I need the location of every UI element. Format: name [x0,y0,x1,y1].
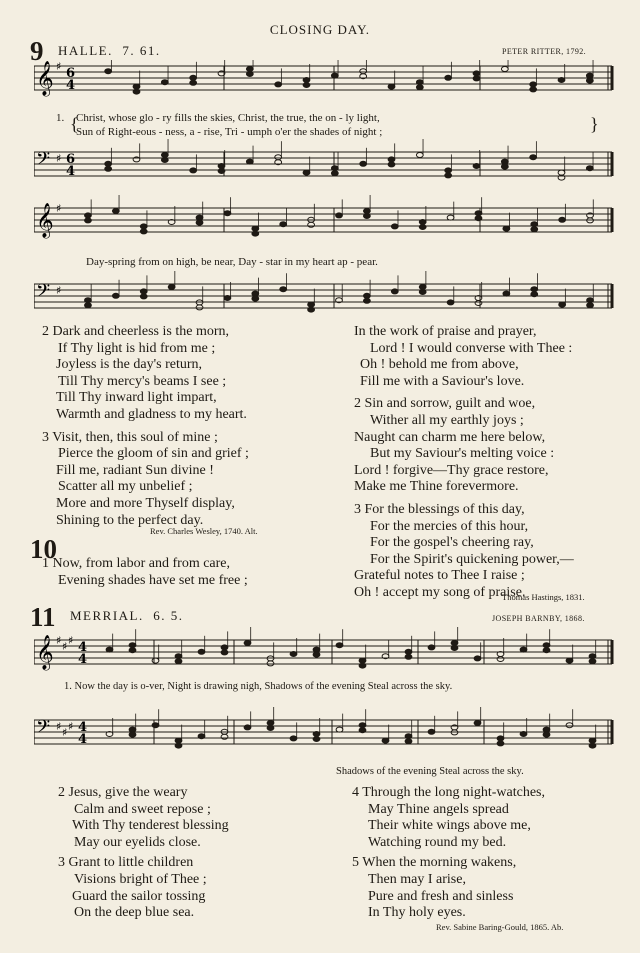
sharp-sign: ♯ [68,634,74,647]
note-head [419,290,426,295]
note-head [275,82,282,87]
note-head [221,650,228,655]
note-head [336,727,343,732]
note-head [267,661,274,666]
note-head [501,67,508,72]
note-head [586,166,593,171]
note-head [531,287,538,292]
note-head [391,224,398,229]
note-head [363,214,370,219]
hymn10-attribution: Thomas Hastings, 1831. [502,592,585,602]
time-signature: 4 [78,720,88,735]
note-head [140,224,147,229]
note-head [280,222,287,227]
note-head [303,83,310,88]
note-head [589,654,596,659]
note-head [112,209,119,214]
note-head [559,217,566,222]
verse-1-line-6: Fill me with a Saviour's love. [360,373,525,389]
verse-3-line-1: 3 Visit, then, this soul of mine ; [42,429,218,445]
note-head [85,303,92,308]
hymn-number-9: 9 [30,36,44,66]
note-head [405,734,412,739]
note-head [497,741,504,746]
hymn11-right-verses [352,785,545,922]
note-head [290,652,297,657]
note-head [221,734,228,739]
note-head [133,89,140,94]
hymn11-attribution: Rev. Sabine Baring-Gould, 1865. Ab. [436,922,564,932]
note-head [336,213,343,218]
verse-3-line-4: Scatter all my unbelief ; [58,479,193,495]
note-head [336,643,343,648]
note-head [473,71,480,76]
note-head [190,80,197,85]
note-head [331,166,338,171]
verse-3-line-6: Shining to the perfect day. [56,512,204,528]
verse-1-line-5: Oh ! behold me from above, [360,357,519,373]
verse-3-line-2: Pierce the gloom of sin and grief ; [58,446,249,462]
note-head [503,226,510,231]
hymn9-left-verses [42,324,249,529]
note-head [359,663,366,668]
verse-4-line-3: Their white wings above me, [368,818,531,834]
verse-2-line-4: May our eyelids close. [74,834,201,850]
note-head [331,171,338,176]
treble-clef: 𝄞 [36,635,54,670]
note-head [405,739,412,744]
note-head [246,67,253,72]
note-head [152,723,159,728]
verse-2-line-4: But my Saviour's melting voice : [370,446,555,462]
tune-name: HALLE. [58,43,113,58]
note-head [419,285,426,290]
note-head [497,657,504,662]
verse-4-line-4: Watching round my bed. [368,834,507,850]
verse-5-line-1: 5 When the morning wakens, [352,855,517,871]
verse-4-line-1: 4 Through the long night-watches, [352,785,545,800]
hymn-number-10: 10 [30,534,57,564]
note-head [175,743,182,748]
sharp-sign: ♯ [56,720,62,733]
note-head [530,87,537,92]
note-head [543,727,550,732]
note-head [388,162,395,167]
sharp-sign: ♯ [56,284,62,297]
verse-3-line-3: For the gospel's cheering ray, [370,535,534,551]
note-head [106,647,113,652]
treble-clef: 𝄞 [36,203,54,238]
note-head [313,737,320,742]
note-head [363,293,370,298]
note-head [252,231,259,236]
verse-2-line-3: Joyless is the day's return, [56,357,203,373]
hymn9-attribution: Rev. Charles Wesley, 1740. Alt. [150,526,258,536]
note-head [105,161,112,166]
verse-2-line-2: Wither all my earthly joys ; [370,412,524,428]
note-head [363,209,370,214]
note-head [129,648,136,653]
hymn11-left-verses [58,785,229,922]
verse-2-line-6: Make me Thine forevermore. [354,479,519,495]
verse-2-line-2: Calm and sweet repose ; [74,801,211,817]
bass-clef: 𝄢 [36,717,51,742]
note-head [558,170,565,175]
note-head [140,289,147,294]
hymn11-music-score [34,626,614,778]
note-head [428,645,435,650]
time-signature: 4 [78,732,88,747]
verse-3-line-3: Fill me, radiant Sun divine ! [56,462,214,478]
tune-meter: 6. 5. [153,608,184,623]
time-signature: 4 [78,640,88,655]
note-head [445,173,452,178]
verse-2-line-1: 2 Sin and sorrow, guilt and woe, [354,396,536,412]
note-head [475,211,482,216]
verse-3-line-6: Oh ! accept my song of praise. [354,584,526,600]
note-head [416,80,423,85]
tune-meter: 7. 61. [122,43,161,58]
verse-3-line-4: For the Spirit's quickening power,— [370,551,574,567]
note-head [566,658,573,663]
note-head [416,153,423,158]
note-head [419,225,426,230]
note-head [133,84,140,89]
brace-left: { [70,114,79,134]
note-head [382,738,389,743]
time-signature: 4 [78,652,88,667]
note-head [530,155,537,160]
note-head [152,658,159,663]
note-head [303,78,310,83]
note-head [218,169,225,174]
note-head [246,159,253,164]
hymn-number-11: 11 [30,602,56,632]
note-head [388,84,395,89]
note-head [475,216,482,221]
note-head [308,222,315,227]
note-head [587,303,594,308]
note-head [196,215,203,220]
lyric-line-3: Day-spring from on high, be near, Day - star in my heart ap - pear. [86,256,378,268]
note-head [244,725,251,730]
note-head [313,732,320,737]
note-head [530,82,537,87]
verse-5-line-3: Pure and fresh and sinless [368,888,514,904]
hymn9-music-score [34,60,614,318]
hymn10-left-verse [42,556,248,589]
note-head [531,227,538,232]
verse-2-line-1: 2 Dark and cheerless is the morn, [42,324,229,339]
time-signature: 4 [66,164,76,179]
note-head [501,159,508,164]
note-head [112,293,119,298]
note-head [168,285,175,290]
note-head [175,654,182,659]
verse-1-line-1: 1 Now, from labor and from care, [42,556,231,571]
note-head [129,732,136,737]
note-head [473,164,480,169]
note-head [224,296,231,301]
note-head [175,659,182,664]
note-head [416,85,423,90]
verse-3-line-5: Grateful notes to Thee I raise ; [354,568,525,584]
verse-3-line-4: On the deep blue sea. [74,905,195,921]
verse-2-line-3: With Thy tenderest blessing [72,818,229,834]
note-head [85,298,92,303]
bass-clef: 𝄢 [36,149,51,174]
note-head [391,289,398,294]
note-head [360,161,367,166]
note-head [218,164,225,169]
note-head [428,729,435,734]
verse-3-line-5: More and more Thyself display, [56,495,235,511]
note-head [129,727,136,732]
note-head [161,80,168,85]
sharp-sign: ♯ [68,720,74,733]
note-head [275,155,282,160]
verse-2-line-5: Lord ! forgive—Thy grace restore, [354,462,549,478]
sharp-sign: ♯ [56,634,62,647]
verse-3-line-2: For the mercies of this hour, [370,518,529,534]
verse-2-line-5: Till Thy inward light impart, [56,390,217,406]
note-head [252,296,259,301]
note-head [308,307,315,312]
note-head [359,658,366,663]
note-head [129,643,136,648]
note-head [447,300,454,305]
note-head [474,721,481,726]
note-head [405,649,412,654]
note-head [190,75,197,80]
tune-name: MERRIAL. [70,608,144,623]
time-signature: 4 [66,78,76,93]
tune-name-merrial [70,608,184,624]
note-head [252,226,259,231]
note-head [221,645,228,650]
verse-3-line-1: 3 Grant to little children [58,855,194,871]
note-head [161,153,168,158]
note-head [388,157,395,162]
note-head [290,736,297,741]
bass-clef: 𝄢 [36,281,51,306]
note-head [473,76,480,81]
verse-5-line-2: Then may I arise, [368,871,466,887]
note-head [501,164,508,169]
sharp-sign: ♯ [62,640,68,653]
verse-3-line-2: Visions bright of Thee ; [74,871,207,887]
tune-name-halle [58,43,161,59]
note-head [451,641,458,646]
time-signature: 6 [66,66,76,81]
verse-2-line-4: Till Thy mercy's beams I see ; [58,373,227,389]
note-head [267,721,274,726]
note-head [198,649,205,654]
verse-1-line-4: Lord ! I would converse with Thee : [370,340,573,356]
composer-credit: JOSEPH BARNBY, 1868. [492,614,585,623]
note-head [308,302,315,307]
note-head [85,218,92,223]
note-head [280,287,287,292]
note-head [244,641,251,646]
sharp-sign: ♯ [56,202,62,215]
note-head [587,298,594,303]
note-head [520,647,527,652]
note-head [359,728,366,733]
sharp-sign: ♯ [56,152,62,165]
note-head [558,78,565,83]
note-head [105,69,112,74]
verse-2-line-3: Naught can charm me here below, [354,429,546,445]
note-head [543,643,550,648]
note-head [419,220,426,225]
verse-2-line-2: If Thy light is hid from me ; [58,340,216,356]
note-head [105,166,112,171]
treble-clef: 𝄞 [36,61,54,96]
note-head [589,659,596,664]
verse-number: 1. [56,112,65,124]
page-header: CLOSING DAY. [269,22,371,37]
note-head [196,220,203,225]
verse-1-line-2: Evening shades have set me free ; [58,572,248,588]
note-head [303,170,310,175]
note-head [566,723,573,728]
note-head [445,75,452,80]
note-head [267,726,274,731]
lyric-line-2: Sun of Right-eous - ness, a - rise, Tri - umph o'er the shades of night ; [76,126,383,138]
note-head [589,738,596,743]
note-head [359,723,366,728]
note-head [85,213,92,218]
note-head [475,301,482,306]
note-head [589,743,596,748]
verse-2-line-1: 2 Jesus, give the weary [58,785,188,800]
note-head [405,654,412,659]
note-head [190,168,197,173]
time-signature: 6 [66,152,76,167]
note-head [474,656,481,661]
composer-credit: PETER RITTER, 1792. [502,47,587,56]
note-head [363,298,370,303]
note-head [224,211,231,216]
note-head [246,72,253,77]
note-head [586,73,593,78]
verse-3-line-3: Guard the sailor tossing [72,888,206,904]
verse-3-line-1: 3 For the blessings of this day, [354,501,525,517]
lyric-line-1: Christ, whose glo - ry fills the skies, Christ, the true, the on - ly light, [76,112,380,124]
note-head [313,652,320,657]
sharp-sign: ♯ [56,60,62,73]
note-head [140,229,147,234]
note-head [447,215,454,220]
note-head [503,291,510,296]
hymn10-right-verses [354,324,574,602]
lyric-bass: Shadows of the evening Steal across the sky. [336,766,524,777]
verse-1-line-3: In the work of praise and prayer, [354,324,537,339]
note-head [520,732,527,737]
note-head [586,78,593,83]
note-head [198,734,205,739]
note-head [445,168,452,173]
note-head [252,291,259,296]
note-head [543,648,550,653]
note-head [531,292,538,297]
note-head [140,294,147,299]
verse-5-line-4: In Thy holy eyes. [368,905,466,921]
brace-right: } [590,114,599,134]
note-head [196,305,203,310]
lyric-treble: 1. Now the day is o-ver, Night is drawing nigh, Shadows of the evening Steal across the sky. [64,681,453,692]
note-head [331,73,338,78]
note-head [313,647,320,652]
note-head [451,646,458,651]
note-head [543,732,550,737]
note-head [559,302,566,307]
note-head [360,69,367,74]
note-head [531,222,538,227]
sharp-sign: ♯ [62,726,68,739]
note-head [175,738,182,743]
note-head [497,736,504,741]
verse-2-line-6: Warmth and gladness to my heart. [56,406,247,422]
verse-4-line-2: May Thine angels spread [368,801,509,817]
note-head [161,158,168,163]
